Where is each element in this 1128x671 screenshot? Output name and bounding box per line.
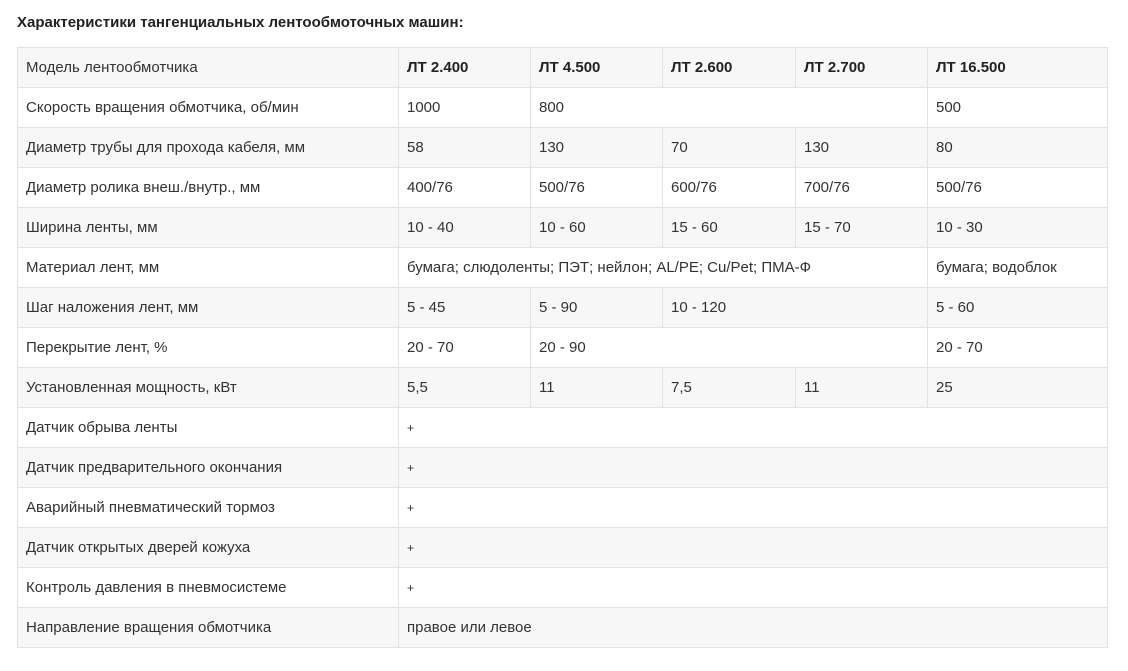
row-label: Перекрытие лент, % — [18, 328, 399, 368]
table-row — [18, 568, 1108, 608]
table-row — [18, 288, 1108, 328]
row-label: Шаг наложения лент, мм — [18, 288, 399, 328]
model-header-cell: ЛТ 4.500 — [531, 48, 663, 88]
value-cell: 10 - 60 — [531, 208, 663, 248]
value-cell: 58 — [399, 128, 531, 168]
value-cell: 10 - 30 — [928, 208, 1108, 248]
row-label: Скорость вращения обмотчика, об/мин — [18, 88, 399, 128]
row-label: Датчик предварительного окончания — [18, 448, 399, 488]
table-row — [18, 248, 1108, 288]
table-row — [18, 448, 1108, 488]
model-header-cell: ЛТ 2.400 — [399, 48, 531, 88]
value-cell: + — [399, 568, 1108, 608]
table-row — [18, 608, 1108, 648]
value-cell: 5 - 90 — [531, 288, 663, 328]
value-cell: бумага; водоблок — [928, 248, 1108, 288]
value-cell: + — [399, 448, 1108, 488]
page-title: Характеристики тангенциальных лентообмоточных машин: — [17, 14, 464, 31]
value-cell: 1000 — [399, 88, 531, 128]
specs-table — [17, 47, 1108, 648]
table-row — [18, 488, 1108, 528]
value-cell: 7,5 — [663, 368, 796, 408]
value-cell: правое или левое — [399, 608, 1108, 648]
table-header-row — [18, 48, 1108, 88]
row-label: Материал лент, мм — [18, 248, 399, 288]
model-header-cell: ЛТ 2.600 — [663, 48, 796, 88]
value-cell: + — [399, 408, 1108, 448]
table-row — [18, 328, 1108, 368]
value-cell: 11 — [531, 368, 663, 408]
value-cell: 5,5 — [399, 368, 531, 408]
value-cell: 130 — [531, 128, 663, 168]
value-cell: + — [399, 528, 1108, 568]
model-header-cell: ЛТ 2.700 — [796, 48, 928, 88]
value-cell: 5 - 60 — [928, 288, 1108, 328]
specs-table-body — [18, 48, 1108, 648]
value-cell: 80 — [928, 128, 1108, 168]
value-cell: 5 - 45 — [399, 288, 531, 328]
value-cell: 800 — [531, 88, 928, 128]
row-label: Датчик обрыва ленты — [18, 408, 399, 448]
value-cell: 500 — [928, 88, 1108, 128]
value-cell: бумага; слюдоленты; ПЭТ; нейлон; AL/PE; Cu/Pet; ПМА-Ф — [399, 248, 928, 288]
value-cell: 20 - 90 — [531, 328, 928, 368]
value-cell: 400/76 — [399, 168, 531, 208]
table-row — [18, 208, 1108, 248]
row-label: Датчик открытых дверей кожуха — [18, 528, 399, 568]
value-cell: 500/76 — [928, 168, 1108, 208]
model-header-cell: ЛТ 16.500 — [928, 48, 1108, 88]
table-row — [18, 88, 1108, 128]
table-row — [18, 408, 1108, 448]
value-cell: + — [399, 488, 1108, 528]
row-label: Контроль давления в пневмосистеме — [18, 568, 399, 608]
value-cell: 10 - 40 — [399, 208, 531, 248]
table-row — [18, 128, 1108, 168]
table-row — [18, 368, 1108, 408]
row-label: Диаметр трубы для прохода кабеля, мм — [18, 128, 399, 168]
value-cell: 20 - 70 — [928, 328, 1108, 368]
row-label: Установленная мощность, кВт — [18, 368, 399, 408]
value-cell: 500/76 — [531, 168, 663, 208]
row-label: Диаметр ролика внеш./внутр., мм — [18, 168, 399, 208]
value-cell: 10 - 120 — [663, 288, 928, 328]
value-cell: 130 — [796, 128, 928, 168]
row-label: Ширина ленты, мм — [18, 208, 399, 248]
value-cell: 25 — [928, 368, 1108, 408]
value-cell: 700/76 — [796, 168, 928, 208]
value-cell: 15 - 70 — [796, 208, 928, 248]
value-cell: 11 — [796, 368, 928, 408]
row-label: Аварийный пневматический тормоз — [18, 488, 399, 528]
table-row — [18, 168, 1108, 208]
value-cell: 20 - 70 — [399, 328, 531, 368]
table-row — [18, 528, 1108, 568]
row-label: Модель лентообмотчика — [18, 48, 399, 88]
value-cell: 15 - 60 — [663, 208, 796, 248]
value-cell: 600/76 — [663, 168, 796, 208]
value-cell: 70 — [663, 128, 796, 168]
row-label: Направление вращения обмотчика — [18, 608, 399, 648]
